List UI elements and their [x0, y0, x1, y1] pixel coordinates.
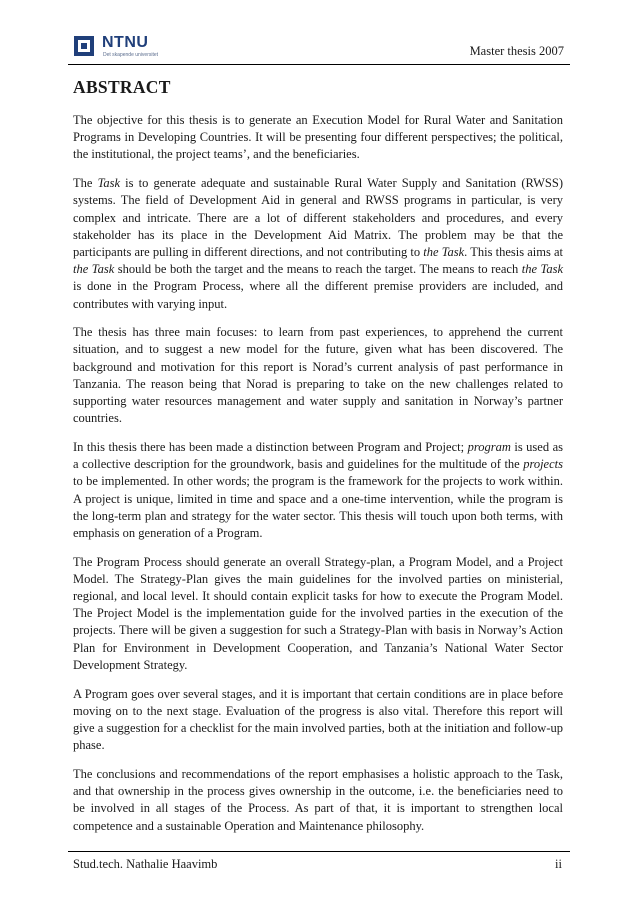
abstract-paragraph: [73, 554, 563, 674]
italic-term: the Task: [73, 262, 115, 277]
text-run: is to generate adequate and sustainable Rural Water Supply and Sanitation (RWSS) systems. The field of Development Aid in general and RWSS programs in particular, is very complex and intricate. There are a lot of different stakeholders and procedures, and every stakeholder has its place in the Development Aid Matrix. The problem may be that the participants are pulling in different directions, and not contributing to: [73, 176, 563, 259]
footer-author: Stud.tech. Nathalie Haavimb: [73, 857, 218, 871]
text-run: . This thesis aims at: [464, 244, 563, 259]
text-run: The objective for this thesis is to generate an Execution Model for Rural Water and Sanitation Programs in Developing Countries. It will be presenting four different perspectives; the political, the institutional, the project teams’, and the beneficiaries.: [73, 113, 563, 162]
abstract-paragraph: [73, 324, 563, 427]
page-header: [70, 28, 568, 64]
italic-term: the Task: [521, 262, 564, 277]
abstract-body: [73, 112, 563, 835]
running-title: Master thesis 2007: [469, 44, 564, 58]
abstract-paragraph: [73, 439, 563, 542]
text-run: is used as a collective description for the groundwork, basis and guidelines for the multitude of the: [73, 439, 563, 472]
ntnu-logo: [74, 34, 194, 62]
text-run: to be implemented. In other words; the program is the framework for the projects to work within. A project is unique, limited in time and space and a one-time intervention, while the program is the long-term plan and strategy for the water sector. This thesis will touch upon both terms, with emphasis on generation of a Program.: [73, 474, 563, 540]
text-run: The: [73, 176, 98, 191]
text-run: In this thesis there has been made a distinction between Program and Project;: [73, 439, 468, 454]
text-run: is done in the Program Process, where all the different premise providers are included, and contributes with varying input.: [73, 279, 563, 311]
ntnu-logo-icon: [74, 34, 98, 58]
abstract-paragraph: [73, 175, 563, 313]
abstract-paragraph: [73, 766, 563, 835]
text-run: The conclusions and recommendations of the report emphasises a holistic approach to the Task, and that ownership in the process gives ownership in the outcome, i.e. the beneficiaries need to be involved in all stages of the Process. As part of that, it is important to strengthen local competence and a sustainable Operation and Maintenance philosophy.: [73, 766, 563, 833]
italic-term: program: [467, 439, 511, 454]
abstract-paragraph: [73, 686, 563, 755]
text-run: The thesis has three main focuses: to learn from past experiences, to apprehend the current situation, and to suggest a new model for the future, given what has been discovered. The background and motivation for this report is Norad’s current analysis of past performance in Tanzania. The reason being that Norad is preparing to take on the new challenges related to supporting water resources management and water supply and sanitation in Norway’s partner countries.: [73, 325, 563, 426]
footer-rule: [68, 851, 570, 852]
logo-name: NTNU: [102, 34, 149, 51]
abstract-section: [73, 76, 563, 846]
italic-term: the Task: [423, 244, 465, 259]
text-run: The Program Process should generate an overall Strategy-plan, a Program Model, and a Project Model. The Strategy-Plan gives the main guidelines for the involved parties on ministerial, regional, and local level. It should contain explicit tasks for how to execute the Program Model. The Project Model is the implementation guide for the involved parties in the execution of the projects. There will be given a suggestion for such a Strategy-Plan with basis in Norway’s Action Plan for Environment in Development Cooperation, and Tanzania’s National Water Sector Development Strategy.: [73, 554, 563, 672]
text-run: should be both the target and the means to reach the target. The means to reach: [114, 262, 522, 277]
text-run: A Program goes over several stages, and it is important that certain conditions are in place before moving on to the next stage. Evaluation of the progress is also vital. Therefore this report will give a suggestion for a checklist for the main involved parties, both at the initiation and follow-up phase.: [73, 686, 563, 753]
abstract-paragraph: [73, 112, 563, 164]
italic-term: projects: [523, 457, 563, 472]
abstract-title: ABSTRACT: [73, 77, 171, 97]
italic-term: Task: [97, 176, 121, 191]
page-number: ii: [555, 857, 562, 871]
logo-tagline: Det skapende universitet: [103, 52, 159, 58]
header-rule: [68, 64, 570, 65]
